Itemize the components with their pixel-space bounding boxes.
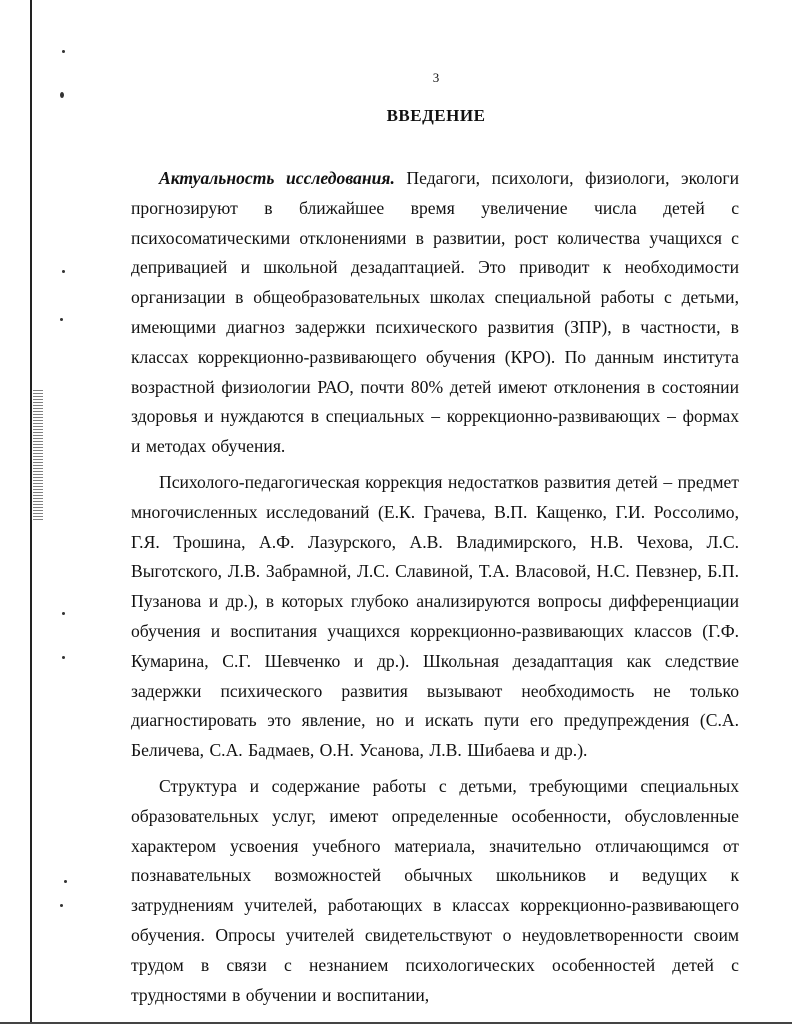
paragraph-2 <box>131 468 739 766</box>
scan-speck <box>60 904 63 907</box>
scan-speck <box>62 612 65 615</box>
body-text <box>131 164 739 1016</box>
scan-noise-artifact <box>33 390 43 520</box>
scan-speck <box>60 318 63 321</box>
paragraph-text: Психолого-педагогическая коррекция недостатков развития детей – предмет многочисленных исследований (Е.К. Грачева, В.П. Кащенко, Г.И. Россолимо, Г.Я. Трошина, А.Ф. Лазурского, А.В. Владимирского, Н.В. Чехова, Л.С. Выготского, Л.В. Забрамной, Л.С. Славиной, Т.А. Власовой, Н.С. Певзнер, Б.П. Пузанова и др.), в которых глубоко анализируются вопросы дифференциации обучения и воспитания учащихся коррекционно-развивающих классов (Г.Ф. Кумарина, С.Г. Шевченко и др.). Школьная дезадаптация как следствие задержки психического развития вызывают необходимость не только диагностировать это явление, но и искать пути его предупреждения (С.А. Беличева, С.А. Бадмаев, О.Н. Усанова, Л.В. Шибаева и др.). <box>131 471 739 761</box>
page-number: 3 <box>432 70 440 85</box>
paragraph-text: Педагоги, психологи, физиологи, экологи прогнозируют в ближайшее время увеличение числа детей с психосоматическими отклонениями в развитии, рост количества учащихся с депривацией и школьной дезадаптацией. Это приводит к необходимости организации в общеобразовательных школах специальной работы с детьми, имеющими диагноз задержки психического развития (ЗПР), в частности, в классах коррекционно-развивающего обучения (КРО). По данным института возрастной физиологии РАО, почти 80% детей имеют отклонения в состоянии здоровья и нуждаются в специальных – коррекционно-развивающих – формах и методах обучения. <box>131 168 739 457</box>
paragraph-3 <box>131 772 739 1010</box>
scan-speck <box>62 270 65 273</box>
scan-speck <box>62 656 65 659</box>
scan-speck <box>62 50 65 53</box>
paragraph-lead: Актуальность исследования. <box>159 168 395 188</box>
paragraph-text: Структура и содержание работы с детьми, требующими специальных образовательных услуг, имеют определенные особенности, обусловленные характером усвоения учебного материала, значительно отличающимся от познавательных возможностей обычных школьников и ведущих к затруднениям учителей, работающих в классах коррекционно-развивающего обучения. Опросы учителей свидетельствуют о неудовлетворенности своим трудом в связи с незнанием психологических особенностей детей с трудностями в обучении и воспитании, <box>131 775 739 1005</box>
page-title: ВВЕДЕНИЕ <box>386 106 486 125</box>
scan-edge-line <box>30 0 32 1024</box>
scan-speck <box>64 880 67 883</box>
paragraph-1 <box>131 164 739 462</box>
scan-speck <box>60 92 64 98</box>
